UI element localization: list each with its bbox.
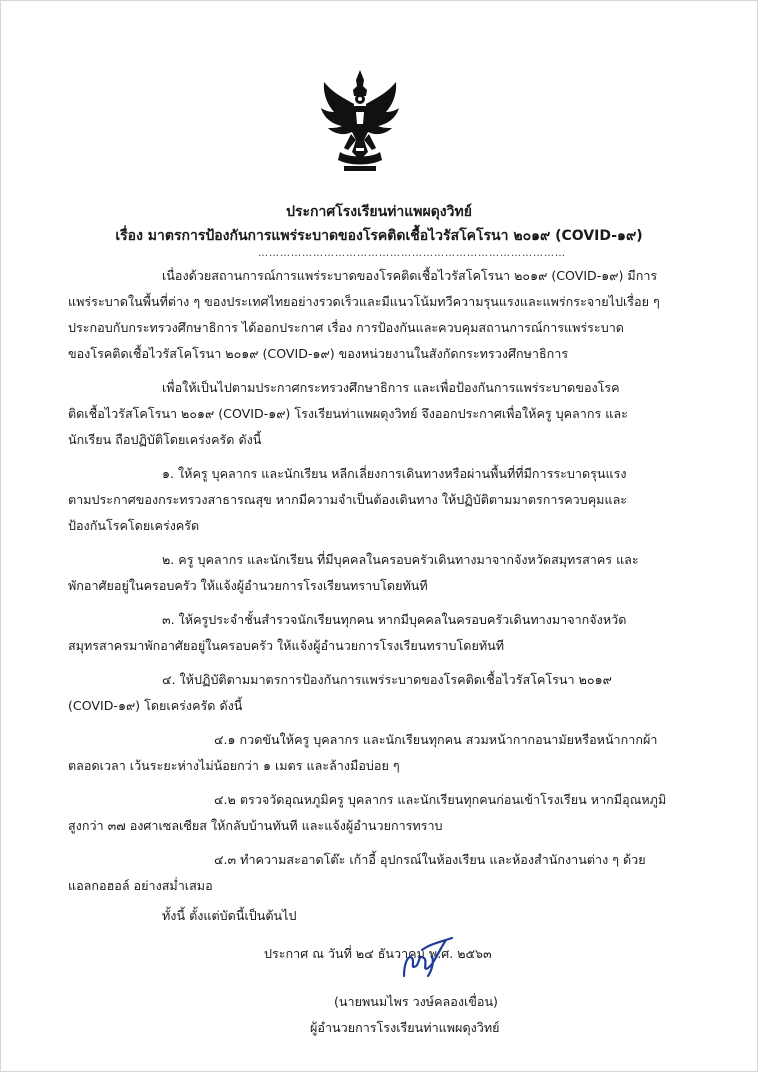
signer-position: ผู้อำนวยการโรงเรียนท่าแพผดุงวิทย์ (310, 1020, 500, 1035)
sub-item-line: ๔.๓ ทำความสะอาดโต๊ะ เก้าอี้ อุปกรณ์ในห้องเรียน และห้องสำนักงานต่าง ๆ ด้วย (214, 852, 646, 867)
item-line: ป้องกันโรคโดยเคร่งครัด (68, 518, 200, 533)
paragraph-line: แพร่ระบาดในพื้นที่ต่าง ๆ ของประเทศไทยอย่างรวดเร็วและมีแนวโน้มทวีความรุนแรงและแพร่กระจายไปเรื่อย ๆ (68, 294, 660, 309)
sub-item-line: ๔.๑ กวดขันให้ครู บุคลากร และนักเรียนทุกคน สวมหน้ากากอนามัยหรือหน้ากากผ้า (214, 732, 658, 747)
paragraph-line: เนื่องด้วยสถานการณ์การแพร่ระบาดของโรคติดเชื้อไวรัสโคโรนา ๒๐๑๙ (COVID-๑๙) มีการ (162, 268, 658, 283)
item-line: ๓. ให้ครูประจำชั้นสำรวจนักเรียนทุกคน หากมีบุคคลในครอบครัวเดินทางมาจากจังหวัด (162, 612, 627, 627)
sub-item-line: แอลกอฮอล์ อย่างสม่ำเสมอ (68, 878, 213, 893)
paragraph-line: นักเรียน ถือปฏิบัติโดยเคร่งครัด ดังนี้ (68, 432, 262, 447)
item-line: พักอาศัยอยู่ในครอบครัว ให้แจ้งผู้อำนวยการโรงเรียนทราบโดยทันที (68, 578, 428, 593)
paragraph-line: ประกอบกับกระทรวงศึกษาธิการ ได้ออกประกาศ เรื่อง การป้องกันและควบคุมสถานการณ์การแพร่ระบาด (68, 320, 624, 335)
sub-item-line: สูงกว่า ๓๗ องศาเซลเซียส ให้กลับบ้านทันที และแจ้งผู้อำนวยการทราบ (68, 818, 443, 833)
item-line: สมุทรสาครมาพักอาศัยอยู่ในครอบครัว ให้แจ้งผู้อำนวยการโรงเรียนทราบโดยทันที (68, 638, 505, 653)
signer-name: (นายพนมไพร วงษ์คลองเขื่อน) (334, 994, 498, 1009)
effective-statement: ทั้งนี้ ตั้งแต่บัดนี้เป็นต้นไป (162, 908, 297, 923)
announcement-title: ประกาศโรงเรียนท่าแพผดุงวิทย์ (286, 204, 472, 220)
sub-item-line: ตลอดเวลา เว้นระยะห่างไม่น้อยกว่า ๑ เมตร และล้างมือบ่อย ๆ (68, 758, 400, 773)
sub-item-line: ๔.๒ ตรวจวัดอุณหภูมิครู บุคลากร และนักเรียนทุกคนก่อนเข้าโรงเรียน หากมีอุณหภูมิ (214, 792, 667, 807)
item-line: ๒. ครู บุคลากร และนักเรียน ที่มีบุคคลในครอบครัวเดินทางมาจากจังหวัดสมุทรสาคร และ (162, 552, 639, 567)
separator-line: ………………………………………………………………………… (258, 248, 566, 259)
paragraph-line: เพื่อให้เป็นไปตามประกาศกระทรวงศึกษาธิการ และเพื่อป้องกันการแพร่ระบาดของโรค (162, 380, 620, 395)
garuda-emblem-icon (318, 68, 402, 174)
paragraph-line: ของโรคติดเชื้อไวรัสโคโรนา ๒๐๑๙ (COVID-๑๙) ของหน่วยงานในสังกัดกระทรวงศึกษาธิการ (68, 346, 569, 361)
signature-icon (398, 936, 454, 980)
announcement-subject: เรื่อง มาตรการป้องกันการแพร่ระบาดของโรคติดเชื้อไวรัสโคโรนา ๒๐๑๙ (COVID-๑๙) (115, 228, 643, 244)
item-line: ตามประกาศของกระทรวงสาธารณสุข หากมีความจำเป็นต้องเดินทาง ให้ปฏิบัติตามมาตรการควบคุมและ (68, 492, 628, 507)
item-line: (COVID-๑๙) โดยเคร่งครัด ดังนี้ (68, 698, 243, 713)
item-line: ๔. ให้ปฏิบัติตามมาตรการป้องกันการแพร่ระบาดของโรคติดเชื้อไวรัสโคโรนา ๒๐๑๙ (162, 672, 612, 687)
paragraph-line: ติดเชื้อไวรัสโคโรนา ๒๐๑๙ (COVID-๑๙) โรงเรียนท่าแพผดุงวิทย์ จึงออกประกาศเพื่อให้ครู บุคลากร และ (68, 406, 628, 421)
announcement-date: ประกาศ ณ วันที่ ๒๔ ธันวาคม พ.ศ. ๒๕๖๓ (264, 946, 492, 961)
item-line: ๑. ให้ครู บุคลากร และนักเรียน หลีกเลี่ยงการเดินทางหรือผ่านพื้นที่ที่มีการระบาดรุนแรง (162, 466, 627, 481)
